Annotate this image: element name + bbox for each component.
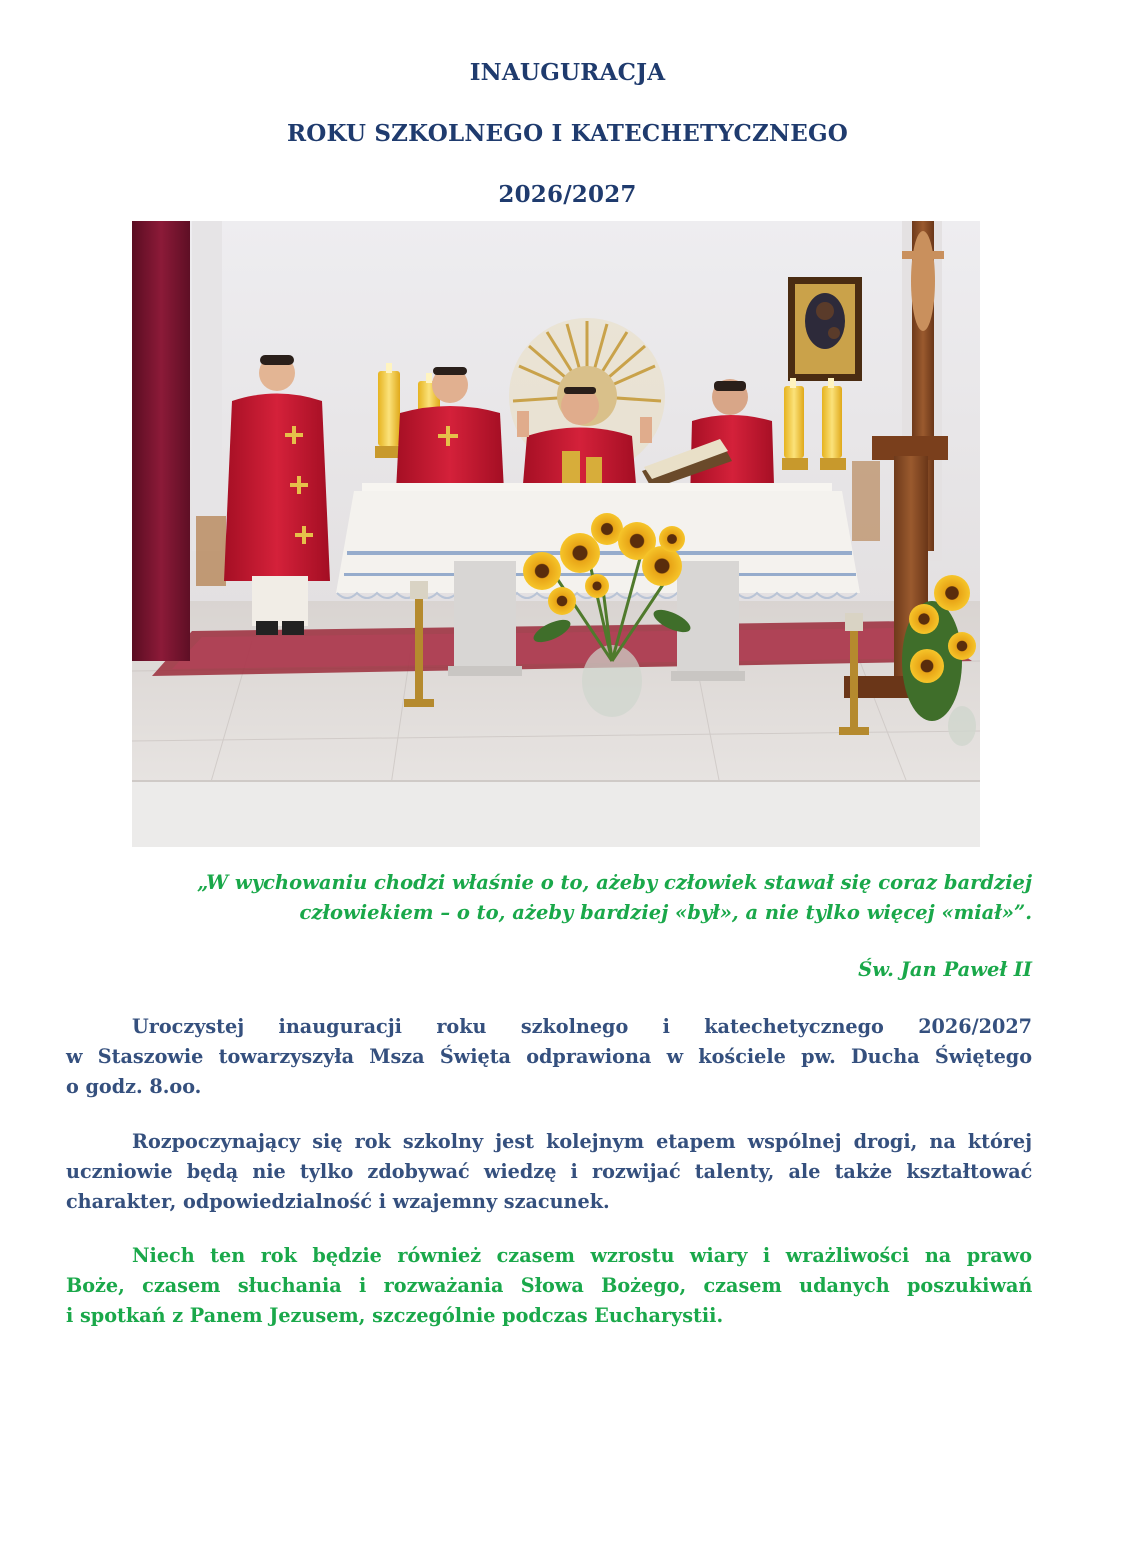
- paragraph-line: Rozpoczynający się rok szkolny jest kolejnym etapem wspólnej drogi, na której: [132, 1130, 1033, 1153]
- paragraph-line: w Staszowie towarzyszyła Msza Święta odprawiona w kościele pw. Ducha Świętego: [66, 1045, 1032, 1068]
- paragraph-line: i spotkań z Panem Jezusem, szczególnie podczas Eucharystii.: [66, 1304, 724, 1327]
- title-line-3: 2026/2027: [498, 181, 637, 208]
- paragraph-line: Uroczystej inauguracji roku szkolnego i katechetycznego 2026/2027: [132, 1015, 1033, 1038]
- paragraph-line: Niech ten rok będzie również czasem wzrostu wiary i wrażliwości na prawo: [132, 1244, 1032, 1267]
- title-line-1: INAUGURACJA: [469, 59, 666, 86]
- quote-author: Św. Jan Paweł II: [858, 958, 1032, 981]
- paragraph-school-year: [66, 1127, 1032, 1217]
- paragraph-wish: [66, 1241, 1032, 1331]
- quote-line-2: człowiekiem – o to, ażeby bardziej «był», a nie tylko więcej «miał»”.: [299, 901, 1032, 924]
- mass-photo: [132, 221, 980, 847]
- paragraph-inauguration: [66, 1012, 1032, 1102]
- paragraph-line: Boże, czasem słuchania i rozważania Słowa Bożego, czasem udanych poszukiwań: [66, 1274, 1033, 1297]
- title-line-2: ROKU SZKOLNEGO I KATECHETYCZNEGO: [286, 120, 849, 147]
- paragraph-line: uczniowie będą nie tylko zdobywać wiedzę i rozwijać talenty, ale także kształtować: [66, 1160, 1033, 1183]
- paragraph-line: o godz. 8.oo.: [66, 1075, 202, 1098]
- quote-line-1: „W wychowaniu chodzi właśnie o to, ażeby człowiek stawał się coraz bardziej: [197, 871, 1032, 894]
- paragraph-line: charakter, odpowiedzialność i wzajemny szacunek.: [66, 1190, 610, 1213]
